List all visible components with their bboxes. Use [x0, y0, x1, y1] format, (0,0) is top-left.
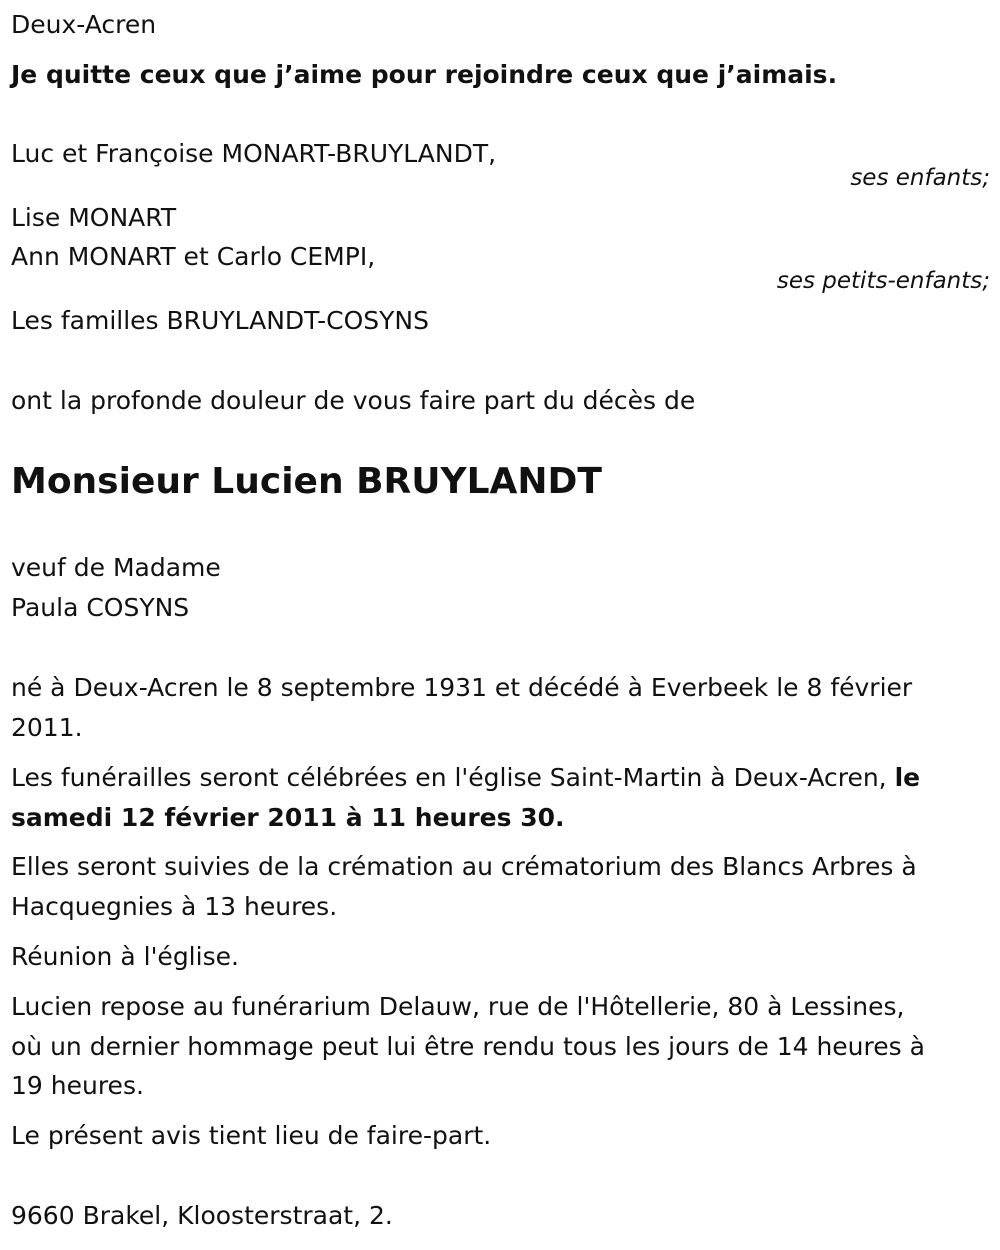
families-line: Les familles BRUYLANDT-COSYNS [11, 306, 429, 335]
widower-line-1: veuf de Madame [11, 553, 221, 582]
opening-quote: Je quitte ceux que j’aime pour rejoindre ceux que j’aimais. [11, 60, 838, 89]
grandchildren-role: ses petits-enfants; [776, 268, 990, 294]
children-names: Luc et Françoise MONART-BRUYLANDT, [11, 139, 497, 168]
children-role: ses enfants; [850, 165, 990, 191]
widower-line-2: Paula COSYNS [11, 593, 190, 622]
announcement-text: ont la profonde douleur de vous faire part du décès de [11, 386, 696, 415]
birth-death-line-1: né à Deux-Acren le 8 septembre 1931 et décédé à Everbeek le 8 février [11, 673, 913, 702]
funeral-date-time: samedi 12 février 2011 à 11 heures 30. [11, 803, 565, 832]
address-line: 9660 Brakel, Kloosterstraat, 2. [11, 1201, 393, 1230]
cremation-line-1: Elles seront suivies de la crémation au crématorium des Blancs Arbres à [11, 852, 917, 881]
viewing-line-2: où un dernier hommage peut lui être rendu tous les jours de 14 heures à [11, 1032, 925, 1061]
meeting-line: Réunion à l'église. [11, 942, 239, 971]
viewing-line-1: Lucien repose au funérarium Delauw, rue de l'Hôtellerie, 80 à Lessines, [11, 992, 905, 1021]
deceased-name: Monsieur Lucien BRUYLANDT [11, 461, 602, 502]
grandchild-name-1: Lise MONART [11, 203, 177, 232]
funeral-line-1 [11, 758, 920, 798]
viewing-line-3: 19 heures. [11, 1071, 144, 1100]
funeral-church-text: Les funérailles seront célébrées en l'église Saint-Martin à Deux-Acren, [11, 763, 887, 792]
birth-death-line-2: 2011. [11, 713, 83, 742]
grandchild-name-2: Ann MONART et Carlo CEMPI, [11, 242, 376, 271]
location-heading: Deux-Acren [11, 10, 157, 39]
funeral-date-start: le [894, 763, 921, 792]
cremation-line-2: Hacquegnies à 13 heures. [11, 892, 338, 921]
notice-line: Le présent avis tient lieu de faire-part. [11, 1121, 492, 1150]
